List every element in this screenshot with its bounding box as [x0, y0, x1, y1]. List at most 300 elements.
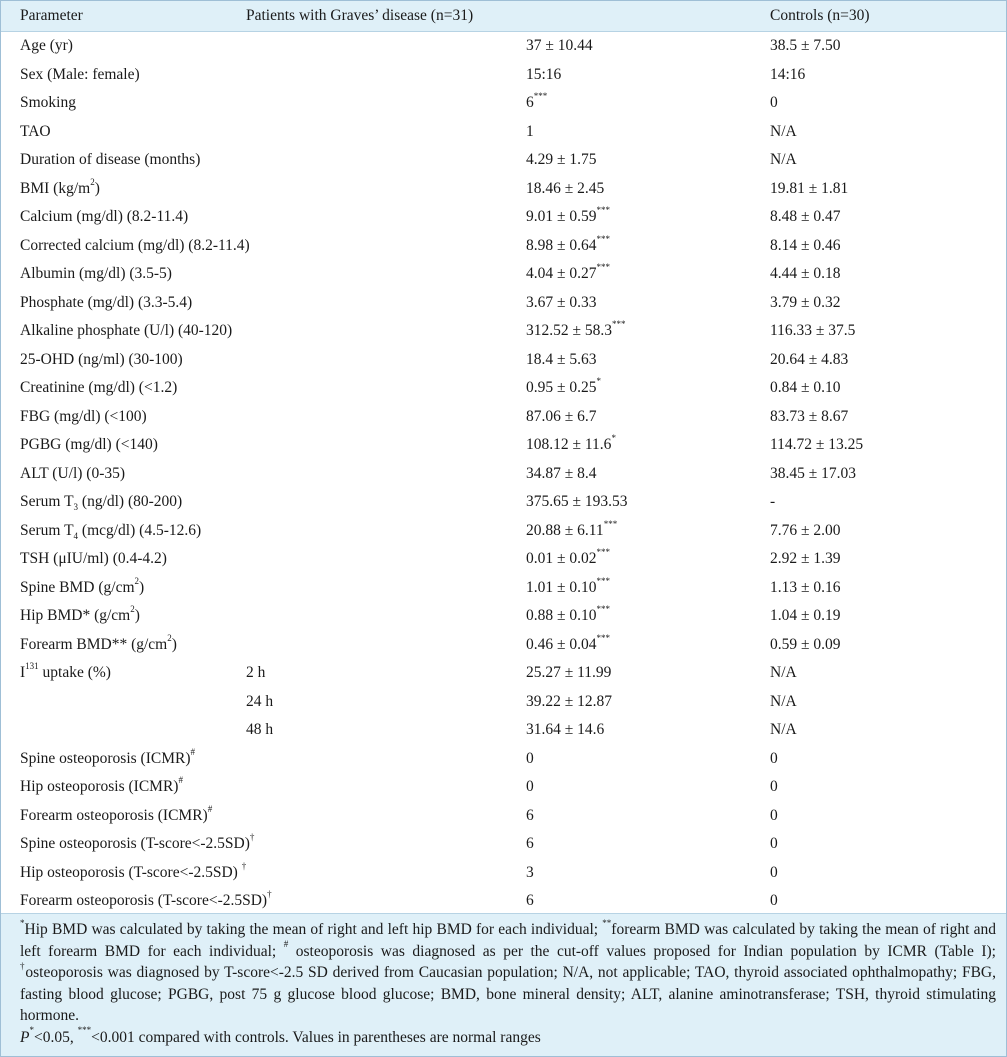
- footnote-text: osteoporosis was diagnosed by T-score<-2.5 SD derived from Caucasian population; N/A, not applicable; TAO, thyroid associated ophthalmopathy; FBG, fasting blood glucose; PGBG, post 75 g glucose blood glucose; BMD, bone mineral density; ALT, alanine aminotransferase; TSH, thyroid stimulating hormone.: [20, 964, 997, 1024]
- parameter-label: TSH (μIU/ml) (0.4-4.2): [20, 550, 167, 568]
- table-row: [1, 716, 1006, 745]
- controls-value: 0.84 ± 0.10: [770, 379, 841, 397]
- parameter-superscript: #: [178, 775, 183, 786]
- controls-value: 0: [770, 94, 778, 112]
- significance-marker: *: [611, 433, 616, 444]
- table-row: [1, 574, 1006, 603]
- patients-value: 108.12 ± 11.6: [526, 436, 612, 454]
- patients-value: 6: [526, 835, 534, 853]
- cell-patients: [507, 688, 751, 717]
- parameter-label: Serum T: [20, 493, 74, 511]
- cell-sublabel: [227, 460, 507, 489]
- cell-parameter: [1, 146, 227, 175]
- patients-value: 6: [526, 806, 534, 824]
- controls-value: 0: [770, 863, 778, 881]
- table-body: [1, 32, 1006, 916]
- cell-sublabel: [227, 118, 507, 147]
- cell-controls: [751, 545, 1006, 574]
- parameter-label-suffix: ): [134, 607, 140, 625]
- cell-parameter: [1, 602, 227, 631]
- cell-controls: [751, 802, 1006, 831]
- cell-sublabel: [227, 688, 507, 717]
- cell-patients: [507, 574, 751, 603]
- table-footnote: [1, 913, 1006, 1056]
- parameter-label: Creatinine (mg/dl) (<1.2): [20, 379, 178, 397]
- footnote-marker: **: [602, 917, 612, 928]
- cell-patients: [507, 887, 751, 916]
- cell-sublabel: [227, 89, 507, 118]
- controls-value: 3.79 ± 0.32: [770, 293, 841, 311]
- cell-parameter: [1, 203, 227, 232]
- cell-patients: [507, 346, 751, 375]
- cell-parameter: [1, 118, 227, 147]
- footnote-marker: ***: [77, 1025, 92, 1036]
- patients-value: 0.95 ± 0.25: [526, 379, 597, 397]
- cell-patients: [507, 146, 751, 175]
- parameter-label: Age (yr): [20, 37, 73, 55]
- cell-sublabel: [227, 61, 507, 90]
- controls-value: 14:16: [770, 65, 806, 83]
- time-point-label: 48 h: [246, 721, 274, 739]
- controls-value: 7.76 ± 2.00: [770, 521, 841, 539]
- cell-sublabel: [227, 232, 507, 261]
- controls-value: N/A: [770, 151, 797, 169]
- table-row: [1, 146, 1006, 175]
- controls-value: N/A: [770, 122, 797, 140]
- footnote-marker: #: [283, 939, 289, 950]
- cell-parameter: [1, 802, 227, 831]
- cell-parameter: [1, 346, 227, 375]
- controls-value: 0.59 ± 0.09: [770, 635, 841, 653]
- table-row: [1, 118, 1006, 147]
- cell-controls: [751, 574, 1006, 603]
- cell-sublabel: [227, 346, 507, 375]
- cell-patients: [507, 232, 751, 261]
- parameter-label: Corrected calcium (mg/dl) (8.2-11.4): [20, 236, 250, 254]
- cell-parameter: [1, 431, 227, 460]
- cell-sublabel: [227, 175, 507, 204]
- cell-controls: [751, 859, 1006, 888]
- parameter-label-suffix: (mcg/dl) (4.5-12.6): [78, 521, 202, 539]
- parameter-subscript: 4: [73, 530, 79, 541]
- cell-parameter: [1, 545, 227, 574]
- parameter-label-suffix: (ng/dl) (80-200): [78, 493, 183, 511]
- table-row: [1, 631, 1006, 660]
- patients-value: 8.98 ± 0.64: [526, 236, 597, 254]
- patients-value: 312.52 ± 58.3: [526, 322, 613, 340]
- table-row: [1, 830, 1006, 859]
- cell-patients: [507, 317, 751, 346]
- table-row: [1, 688, 1006, 717]
- cell-controls: [751, 32, 1006, 61]
- parameter-label: ALT (U/l) (0-35): [20, 464, 126, 482]
- parameter-superscript: †: [241, 860, 247, 871]
- patients-value: 0.01 ± 0.02: [526, 550, 597, 568]
- cell-sublabel: [227, 517, 507, 546]
- cell-sublabel: [227, 716, 507, 745]
- parameter-superscript: 2: [130, 604, 135, 615]
- cell-controls: [751, 232, 1006, 261]
- significance-marker: ***: [596, 604, 611, 615]
- table-row: [1, 859, 1006, 888]
- controls-value: 19.81 ± 1.81: [770, 179, 849, 197]
- cell-controls: [751, 688, 1006, 717]
- table-row: [1, 32, 1006, 61]
- patients-value: 3: [526, 863, 534, 881]
- cell-controls: [751, 89, 1006, 118]
- cell-patients: [507, 403, 751, 432]
- time-point-label: 24 h: [246, 692, 274, 710]
- patients-value: 37 ± 10.44: [526, 37, 593, 55]
- data-table: [1, 1, 1006, 916]
- parameter-label: Albumin (mg/dl) (3.5-5): [20, 265, 172, 283]
- table-row: [1, 460, 1006, 489]
- parameter-label: Hip BMD* (g/cm: [20, 607, 131, 625]
- controls-value: 0: [770, 749, 778, 767]
- cell-parameter: [1, 688, 227, 717]
- header-patients: Patients with Graves’ disease (n=31): [227, 1, 751, 32]
- controls-value: 0: [770, 806, 778, 824]
- footnote-text: Hip BMD was calculated by taking the mean of right and left hip BMD for each individual;: [24, 921, 603, 938]
- cell-controls: [751, 203, 1006, 232]
- patients-value: 1.01 ± 0.10: [526, 578, 597, 596]
- table-header-row: [1, 1, 1006, 32]
- table-row: [1, 61, 1006, 90]
- controls-value: 38.5 ± 7.50: [770, 37, 841, 55]
- table-row: [1, 488, 1006, 517]
- footnote-text: osteoporosis was diagnosed as per the cut-off values proposed for Indian population by ICMR (Table I);: [288, 942, 996, 960]
- controls-value: 1.04 ± 0.19: [770, 607, 841, 625]
- patients-value: 0: [526, 778, 534, 796]
- cell-controls: [751, 830, 1006, 859]
- parameter-label: I: [20, 664, 26, 682]
- cell-patients: [507, 460, 751, 489]
- controls-value: 116.33 ± 37.5: [770, 322, 856, 340]
- cell-patients: [507, 61, 751, 90]
- patients-value: 39.22 ± 12.87: [526, 692, 613, 710]
- time-point-label: 2 h: [246, 664, 266, 682]
- controls-value: 38.45 ± 17.03: [770, 464, 857, 482]
- cell-sublabel: [227, 745, 507, 774]
- cell-parameter: [1, 631, 227, 660]
- patients-value: 0.88 ± 0.10: [526, 607, 597, 625]
- cell-sublabel: [227, 859, 507, 888]
- table-row: [1, 232, 1006, 261]
- parameter-label-suffix: uptake (%): [38, 664, 111, 682]
- cell-parameter: [1, 260, 227, 289]
- table-row: [1, 602, 1006, 631]
- cell-parameter: [1, 517, 227, 546]
- parameter-superscript: 2: [90, 176, 95, 187]
- patients-value: 3.67 ± 0.33: [526, 293, 597, 311]
- cell-patients: [507, 488, 751, 517]
- cell-controls: [751, 175, 1006, 204]
- parameter-superscript: †: [249, 832, 255, 843]
- patients-value: 34.87 ± 8.4: [526, 464, 597, 482]
- cell-parameter: [1, 574, 227, 603]
- cell-patients: [507, 175, 751, 204]
- patients-value: 0: [526, 749, 534, 767]
- table-row: [1, 175, 1006, 204]
- cell-parameter: [1, 374, 227, 403]
- table-row: [1, 374, 1006, 403]
- table-row: [1, 431, 1006, 460]
- parameter-subscript: 3: [73, 502, 79, 513]
- cell-sublabel: [227, 146, 507, 175]
- cell-patients: [507, 431, 751, 460]
- controls-value: N/A: [770, 692, 797, 710]
- cell-patients: [507, 545, 751, 574]
- patients-value: 15:16: [526, 65, 562, 83]
- parameter-label: Serum T: [20, 521, 74, 539]
- cell-controls: [751, 745, 1006, 774]
- significance-marker: ***: [596, 547, 611, 558]
- significance-marker: ***: [596, 233, 611, 244]
- cell-controls: [751, 146, 1006, 175]
- controls-value: N/A: [770, 664, 797, 682]
- significance-marker: *: [596, 376, 602, 387]
- header-controls: Controls (n=30): [751, 1, 1006, 32]
- cell-parameter: [1, 745, 227, 774]
- cell-sublabel: [227, 602, 507, 631]
- cell-sublabel: [227, 631, 507, 660]
- cell-sublabel: [227, 374, 507, 403]
- patients-value: 6: [526, 94, 534, 112]
- patients-value: 0.46 ± 0.04: [526, 635, 597, 653]
- cell-sublabel: [227, 574, 507, 603]
- controls-value: 0: [770, 835, 778, 853]
- parameter-superscript: †: [267, 889, 272, 900]
- cell-sublabel: [227, 317, 507, 346]
- table-row: [1, 260, 1006, 289]
- parameter-superscript: 131: [25, 661, 39, 672]
- patients-value: 4.04 ± 0.27: [526, 265, 597, 283]
- patients-value: 18.4 ± 5.63: [526, 350, 597, 368]
- parameter-label: Forearm osteoporosis (T-score<-2.5SD): [20, 892, 268, 910]
- significance-marker: ***: [612, 319, 626, 330]
- cell-controls: [751, 260, 1006, 289]
- cell-controls: [751, 773, 1006, 802]
- parameter-label: Spine osteoporosis (T-score<-2.5SD): [20, 835, 250, 853]
- parameter-label: FBG (mg/dl) (<100): [20, 407, 147, 425]
- footnote-text: <0.001 compared with controls. Values in parentheses are normal ranges: [91, 1028, 541, 1046]
- parameter-label: Hip osteoporosis (T-score<-2.5SD): [20, 863, 242, 881]
- parameter-label-suffix: ): [139, 578, 145, 596]
- table-row: [1, 289, 1006, 318]
- patients-value: 1: [526, 122, 534, 140]
- significance-marker: ***: [603, 518, 618, 529]
- parameter-label: Sex (Male: female): [20, 65, 140, 83]
- cell-parameter: [1, 460, 227, 489]
- cell-controls: [751, 716, 1006, 745]
- controls-value: 8.14 ± 0.46: [770, 236, 841, 254]
- parameter-label: Smoking: [20, 94, 76, 112]
- footnote-text: forearm BMD was calculated by taking the mean of right and left forearm BMD for each individual;: [20, 921, 996, 960]
- cell-controls: [751, 887, 1006, 916]
- parameter-label: Spine osteoporosis (ICMR): [20, 749, 191, 767]
- footnote-significance: [20, 1027, 996, 1049]
- patients-value: 31.64 ± 14.6: [526, 721, 605, 739]
- cell-sublabel: [227, 32, 507, 61]
- cell-parameter: [1, 403, 227, 432]
- controls-value: 83.73 ± 8.67: [770, 407, 849, 425]
- cell-patients: [507, 659, 751, 688]
- parameter-label: Spine BMD (g/cm: [20, 578, 135, 596]
- cell-patients: [507, 745, 751, 774]
- cell-parameter: [1, 887, 272, 916]
- significance-marker: ***: [596, 205, 611, 216]
- controls-value: 0: [770, 892, 778, 910]
- table-row: [1, 745, 1006, 774]
- parameter-label-suffix: ): [171, 635, 177, 653]
- patients-value: 375.65 ± 193.53: [526, 493, 628, 511]
- table-row: [1, 545, 1006, 574]
- controls-value: 2.92 ± 1.39: [770, 550, 841, 568]
- table-row: [1, 773, 1006, 802]
- footnote-definitions: [20, 919, 996, 1027]
- cell-patients: [507, 517, 751, 546]
- parameter-label: Hip osteoporosis (ICMR): [20, 778, 179, 796]
- cell-parameter: [1, 659, 227, 688]
- cell-parameter: [1, 317, 233, 346]
- table-row: [1, 517, 1006, 546]
- cell-patients: [507, 773, 751, 802]
- cell-patients: [507, 203, 751, 232]
- cell-patients: [507, 118, 751, 147]
- cell-sublabel: [227, 659, 507, 688]
- cell-patients: [507, 89, 751, 118]
- parameter-superscript: 2: [134, 575, 140, 586]
- controls-value: 114.72 ± 13.25: [770, 436, 864, 454]
- cell-parameter: [1, 175, 227, 204]
- patients-value: 25.27 ± 11.99: [526, 664, 612, 682]
- cell-patients: [507, 602, 751, 631]
- controls-value: 20.64 ± 4.83: [770, 350, 849, 368]
- table-row: [1, 317, 1006, 346]
- controls-value: 8.48 ± 0.47: [770, 208, 841, 226]
- significance-marker: ***: [596, 632, 611, 643]
- significance-marker: ***: [596, 575, 611, 586]
- cell-sublabel: [227, 289, 507, 318]
- cell-controls: [751, 431, 1006, 460]
- cell-controls: [751, 346, 1006, 375]
- cell-sublabel: [227, 203, 507, 232]
- table-row: [1, 887, 1006, 916]
- parameter-label: Duration of disease (months): [20, 151, 201, 169]
- cell-controls: [751, 517, 1006, 546]
- p-value-label: P: [20, 1028, 30, 1046]
- cell-patients: [507, 631, 751, 660]
- cell-controls: [751, 374, 1006, 403]
- cell-sublabel: [227, 773, 507, 802]
- parameter-label: BMI (kg/m: [20, 179, 91, 197]
- cell-parameter: [1, 61, 227, 90]
- cell-controls: [751, 403, 1006, 432]
- parameter-superscript: #: [207, 803, 213, 814]
- cell-controls: [751, 317, 1006, 346]
- parameter-label: PGBG (mg/dl) (<140): [20, 436, 158, 454]
- parameter-label: Phosphate (mg/dl) (3.3-5.4): [20, 293, 193, 311]
- cell-parameter: [1, 289, 227, 318]
- footnote-marker: *: [29, 1025, 34, 1036]
- cell-parameter: [1, 32, 227, 61]
- significance-marker: ***: [596, 262, 611, 273]
- patients-value: 18.46 ± 2.45: [526, 179, 605, 197]
- parameter-label: TAO: [20, 122, 51, 140]
- cell-patients: [507, 374, 751, 403]
- controls-value: 4.44 ± 0.18: [770, 265, 841, 283]
- cell-sublabel: [227, 830, 507, 859]
- parameter-superscript: #: [190, 746, 195, 757]
- parameter-label: 25-OHD (ng/ml) (30-100): [20, 350, 183, 368]
- cell-parameter: [1, 716, 227, 745]
- parameter-label: Alkaline phosphate (U/l) (40-120): [20, 322, 233, 340]
- cell-controls: [751, 488, 1006, 517]
- cell-sublabel: [227, 545, 507, 574]
- patients-value: 20.88 ± 6.11: [526, 521, 604, 539]
- header-parameter: Parameter: [1, 1, 227, 32]
- controls-value: N/A: [770, 721, 797, 739]
- table-row: [1, 659, 1006, 688]
- patients-value: 6: [526, 892, 534, 910]
- cell-parameter: [1, 232, 250, 261]
- parameter-label-suffix: ): [94, 179, 100, 197]
- table-row: [1, 89, 1006, 118]
- controls-value: -: [770, 493, 776, 511]
- cell-patients: [507, 289, 751, 318]
- cell-sublabel: [227, 403, 507, 432]
- cell-parameter: [1, 830, 255, 859]
- footnote-marker: †: [20, 960, 26, 971]
- cell-parameter: [1, 488, 227, 517]
- cell-parameter: [1, 859, 247, 888]
- cell-sublabel: [227, 260, 507, 289]
- cell-controls: [751, 118, 1006, 147]
- parameter-label: Forearm osteoporosis (ICMR): [20, 806, 208, 824]
- parameter-superscript: 2: [167, 632, 172, 643]
- patients-value: 87.06 ± 6.7: [526, 407, 597, 425]
- cell-controls: [751, 61, 1006, 90]
- cell-controls: [751, 289, 1006, 318]
- parameter-label: Calcium (mg/dl) (8.2-11.4): [20, 208, 189, 226]
- cell-patients: [507, 859, 751, 888]
- cell-controls: [751, 631, 1006, 660]
- cell-sublabel: [227, 488, 507, 517]
- cell-controls: [751, 460, 1006, 489]
- cell-controls: [751, 659, 1006, 688]
- patients-value: 9.01 ± 0.59: [526, 208, 597, 226]
- patients-value: 4.29 ± 1.75: [526, 151, 597, 169]
- cell-patients: [507, 32, 751, 61]
- controls-value: 1.13 ± 0.16: [770, 578, 841, 596]
- cell-sublabel: [227, 802, 507, 831]
- cell-sublabel: [227, 431, 507, 460]
- cell-parameter: [1, 773, 227, 802]
- table-row: [1, 203, 1006, 232]
- table-row: [1, 346, 1006, 375]
- footnote-marker: *: [20, 917, 25, 928]
- footnote-text: <0.05,: [33, 1028, 78, 1046]
- parameter-label: Forearm BMD** (g/cm: [20, 635, 168, 653]
- controls-value: 0: [770, 778, 778, 796]
- cell-patients: [507, 802, 751, 831]
- significance-marker: ***: [533, 91, 548, 102]
- table-row: [1, 802, 1006, 831]
- cell-parameter: [1, 89, 227, 118]
- cell-patients: [507, 830, 751, 859]
- cell-patients: [507, 260, 751, 289]
- table-row: [1, 403, 1006, 432]
